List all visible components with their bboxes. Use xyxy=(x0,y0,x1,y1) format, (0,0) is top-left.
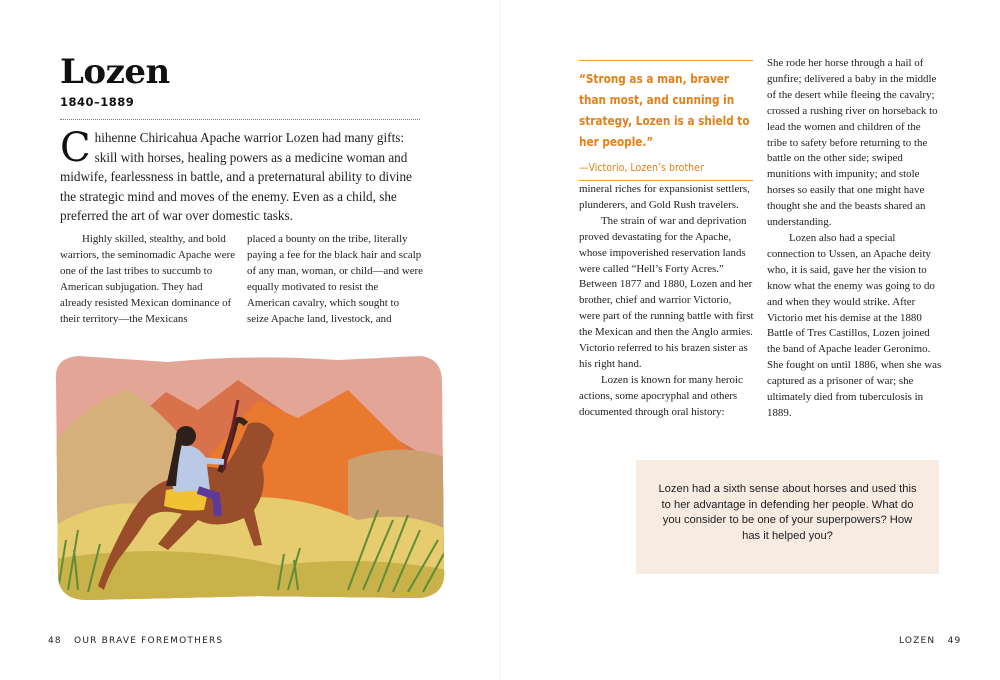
drop-cap: C xyxy=(60,125,91,171)
body-paragraph: Lozen is known for many heroic actions, some apocryphal and others documented through oral history: xyxy=(579,373,743,418)
reflection-prompt-text: Lozen had a sixth sense about horses and used this to her advantage in defending her people. What do you consider to be one of your superpowers? How has it helped you? xyxy=(658,483,917,542)
illustration-lozen-on-horse xyxy=(48,340,448,602)
running-title: LOZEN xyxy=(899,636,936,646)
body-paragraph: She rode her horse through a hail of gunfire; delivered a baby in the middle of the desert while fleeing the cavalry; crossed a rushing river on horseback to lead the women and children of the tribe to safety before returning to the battle on the other side; swiped munitions with impunity; and stole horses so easily that one might have thought she and the beasts shared an understanding. xyxy=(767,57,938,229)
right-body-column-1 xyxy=(579,182,755,421)
pull-quote xyxy=(579,60,753,181)
body-paragraph: Lozen also had a special connection to Ussen, an Apache deity who, it is said, gave her the vision to know what the enemy was going to do and when they would strike. After Victorio met his demise at the 1880 Battle of Tres Castillos, Lozen joined the band of Apache leader Geronimo. She fought on until 1886, when she was captured as a prisoner of war; she ultimately died from tuberculosis in 1889. xyxy=(767,231,942,419)
body-paragraph: mineral riches for expansionist settlers, plunderers, and Gold Rush travelers. xyxy=(579,183,750,211)
page-title: Lozen xyxy=(60,52,170,92)
dotted-divider xyxy=(60,119,420,120)
right-folio xyxy=(899,636,961,646)
body-paragraph: placed a bounty on the tribe, literally paying a fee for the black hair and scalp of any man, woman, or child—and were equally motivated to resist the American cavalry, which sought to seize Apache land, livestock, and xyxy=(247,233,424,325)
left-body-column-2 xyxy=(247,232,423,327)
pull-quote-attribution: —Victorio, Lozen’s brother xyxy=(579,161,704,174)
left-folio xyxy=(48,636,223,646)
page-number: 49 xyxy=(947,636,962,646)
body-paragraph: Highly skilled, stealthy, and bold warriors, the seminomadic Apache were one of the last tribes to succumb to American subjugation. They had already resisted Mexican dominance of their territory—the Mexicans xyxy=(60,233,236,325)
intro-text: hihenne Chiricahua Apache warrior Lozen had many gifts: skill with horses, healing powers as a medicine woman and midwife, fearlessness in battle, and a preternatural ability to divine the strategic mind and moves of the enemy. Even as a child, she preferred the art of war over domestic tasks. xyxy=(60,130,412,224)
right-page xyxy=(500,0,1000,680)
left-body-column-1 xyxy=(60,232,236,327)
pull-quote-text: “Strong as a man, braver than most, and cunning in strategy, Lozen is a shield to her people.” xyxy=(579,72,750,149)
body-paragraph: The strain of war and deprivation proved devastating for the Apache, whose impoverished reservation lands were called “Hell’s Forty Acres.” Between 1877 and 1880, Lozen and her brother, chief and warrior Victorio, were part of the running battle with first the Mexican and then the Anglo armies. Victorio referred to his brazen sister as his right hand. xyxy=(579,214,754,370)
intro-paragraph xyxy=(60,125,422,226)
reflection-prompt-box xyxy=(636,460,939,574)
page-number: 48 xyxy=(48,636,62,646)
running-title: OUR BRAVE FOREMOTHERS xyxy=(74,636,224,646)
right-body-column-2 xyxy=(767,56,943,422)
life-dates: 1840–1889 xyxy=(60,95,135,109)
